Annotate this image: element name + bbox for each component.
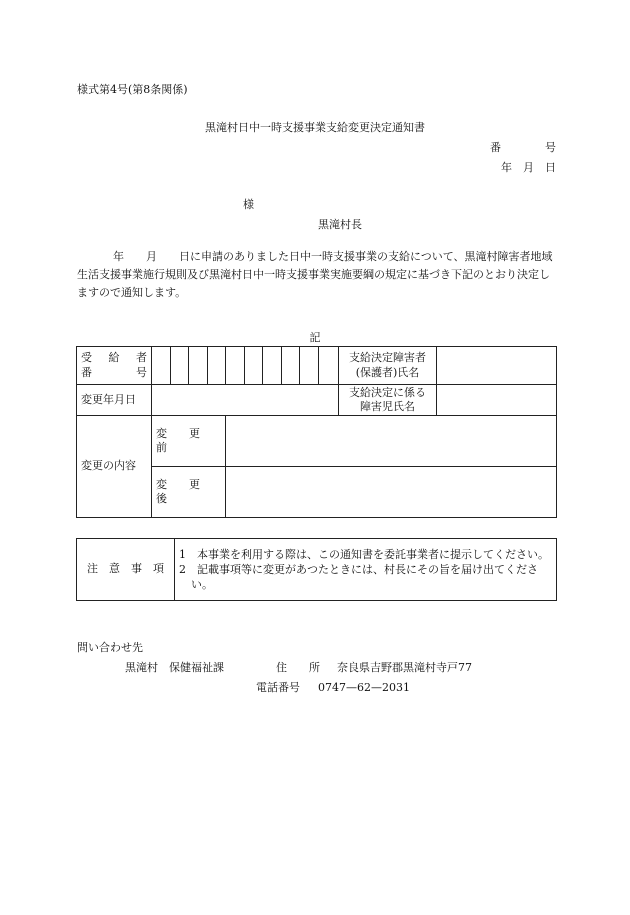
recipient-digit-cell[interactable]	[319, 347, 339, 385]
document-number: 番 号	[490, 141, 556, 154]
before-change-field[interactable]	[226, 416, 557, 467]
decision-table	[76, 346, 557, 518]
addressee-suffix: 様	[243, 198, 254, 211]
notes-table	[76, 538, 557, 601]
contact-address-label: 住 所	[276, 661, 320, 674]
recipient-digit-cell[interactable]	[171, 347, 189, 385]
document-date: 年 月 日	[501, 161, 556, 174]
recipient-digit-cell[interactable]	[189, 347, 208, 385]
before-change-label: 変 更 前	[152, 416, 226, 467]
change-date-field[interactable]	[152, 385, 339, 416]
change-content-label: 変更の内容	[77, 416, 152, 518]
note-item-1: 1 本事業を利用する際は、この通知書を委託事業者に提示してください。	[179, 548, 549, 561]
note-item-2: 2 記載事項等に変更があつたときには、村長にその旨を届け出てください。	[179, 563, 538, 591]
disabled-person-name-field[interactable]	[437, 347, 557, 385]
ki-marker: 記	[309, 331, 321, 344]
child-name-field[interactable]	[437, 385, 557, 416]
recipient-digit-cell[interactable]	[208, 347, 226, 385]
contact-phone: 0747—62—2031	[318, 681, 410, 694]
body-paragraph: 年 月 日に申請のありました日中一時支援事業の支給について、黒滝村障害者地域生活支援事業施行規則及び黒滝村日中一時支援事業実施要綱の規定に基づき下記のとおり決定しますので通知します。	[77, 250, 553, 299]
contact-office: 黒滝村 保健福祉課	[125, 661, 224, 674]
notes-label: 注 意 事 項	[77, 539, 175, 601]
form-label: 様式第4号(第8条関係)	[77, 83, 188, 96]
after-change-field[interactable]	[226, 467, 557, 518]
document-title: 黒滝村日中一時支援事業支給変更決定通知書	[205, 121, 425, 134]
recipient-number-label: 受 給 者 番 号	[77, 347, 152, 385]
contact-heading: 問い合わせ先	[77, 641, 143, 654]
recipient-digit-cell[interactable]	[152, 347, 171, 385]
disabled-person-name-label: 支給決定障害者 (保護者)氏名	[339, 347, 437, 385]
recipient-digit-cell[interactable]	[226, 347, 245, 385]
child-name-label: 支給決定に係る 障害児氏名	[339, 385, 437, 416]
recipient-digit-cell[interactable]	[282, 347, 300, 385]
contact-phone-label: 電話番号	[256, 681, 300, 694]
after-change-label: 変 更 後	[152, 467, 226, 518]
recipient-digit-cell[interactable]	[245, 347, 263, 385]
recipient-digit-cell[interactable]	[300, 347, 319, 385]
change-date-label: 変更年月日	[77, 385, 152, 416]
notes-content	[175, 539, 557, 601]
recipient-digit-cell[interactable]	[263, 347, 282, 385]
contact-address: 奈良県吉野郡黒滝村寺戸77	[337, 661, 472, 674]
issuer-name: 黒滝村長	[318, 218, 362, 231]
